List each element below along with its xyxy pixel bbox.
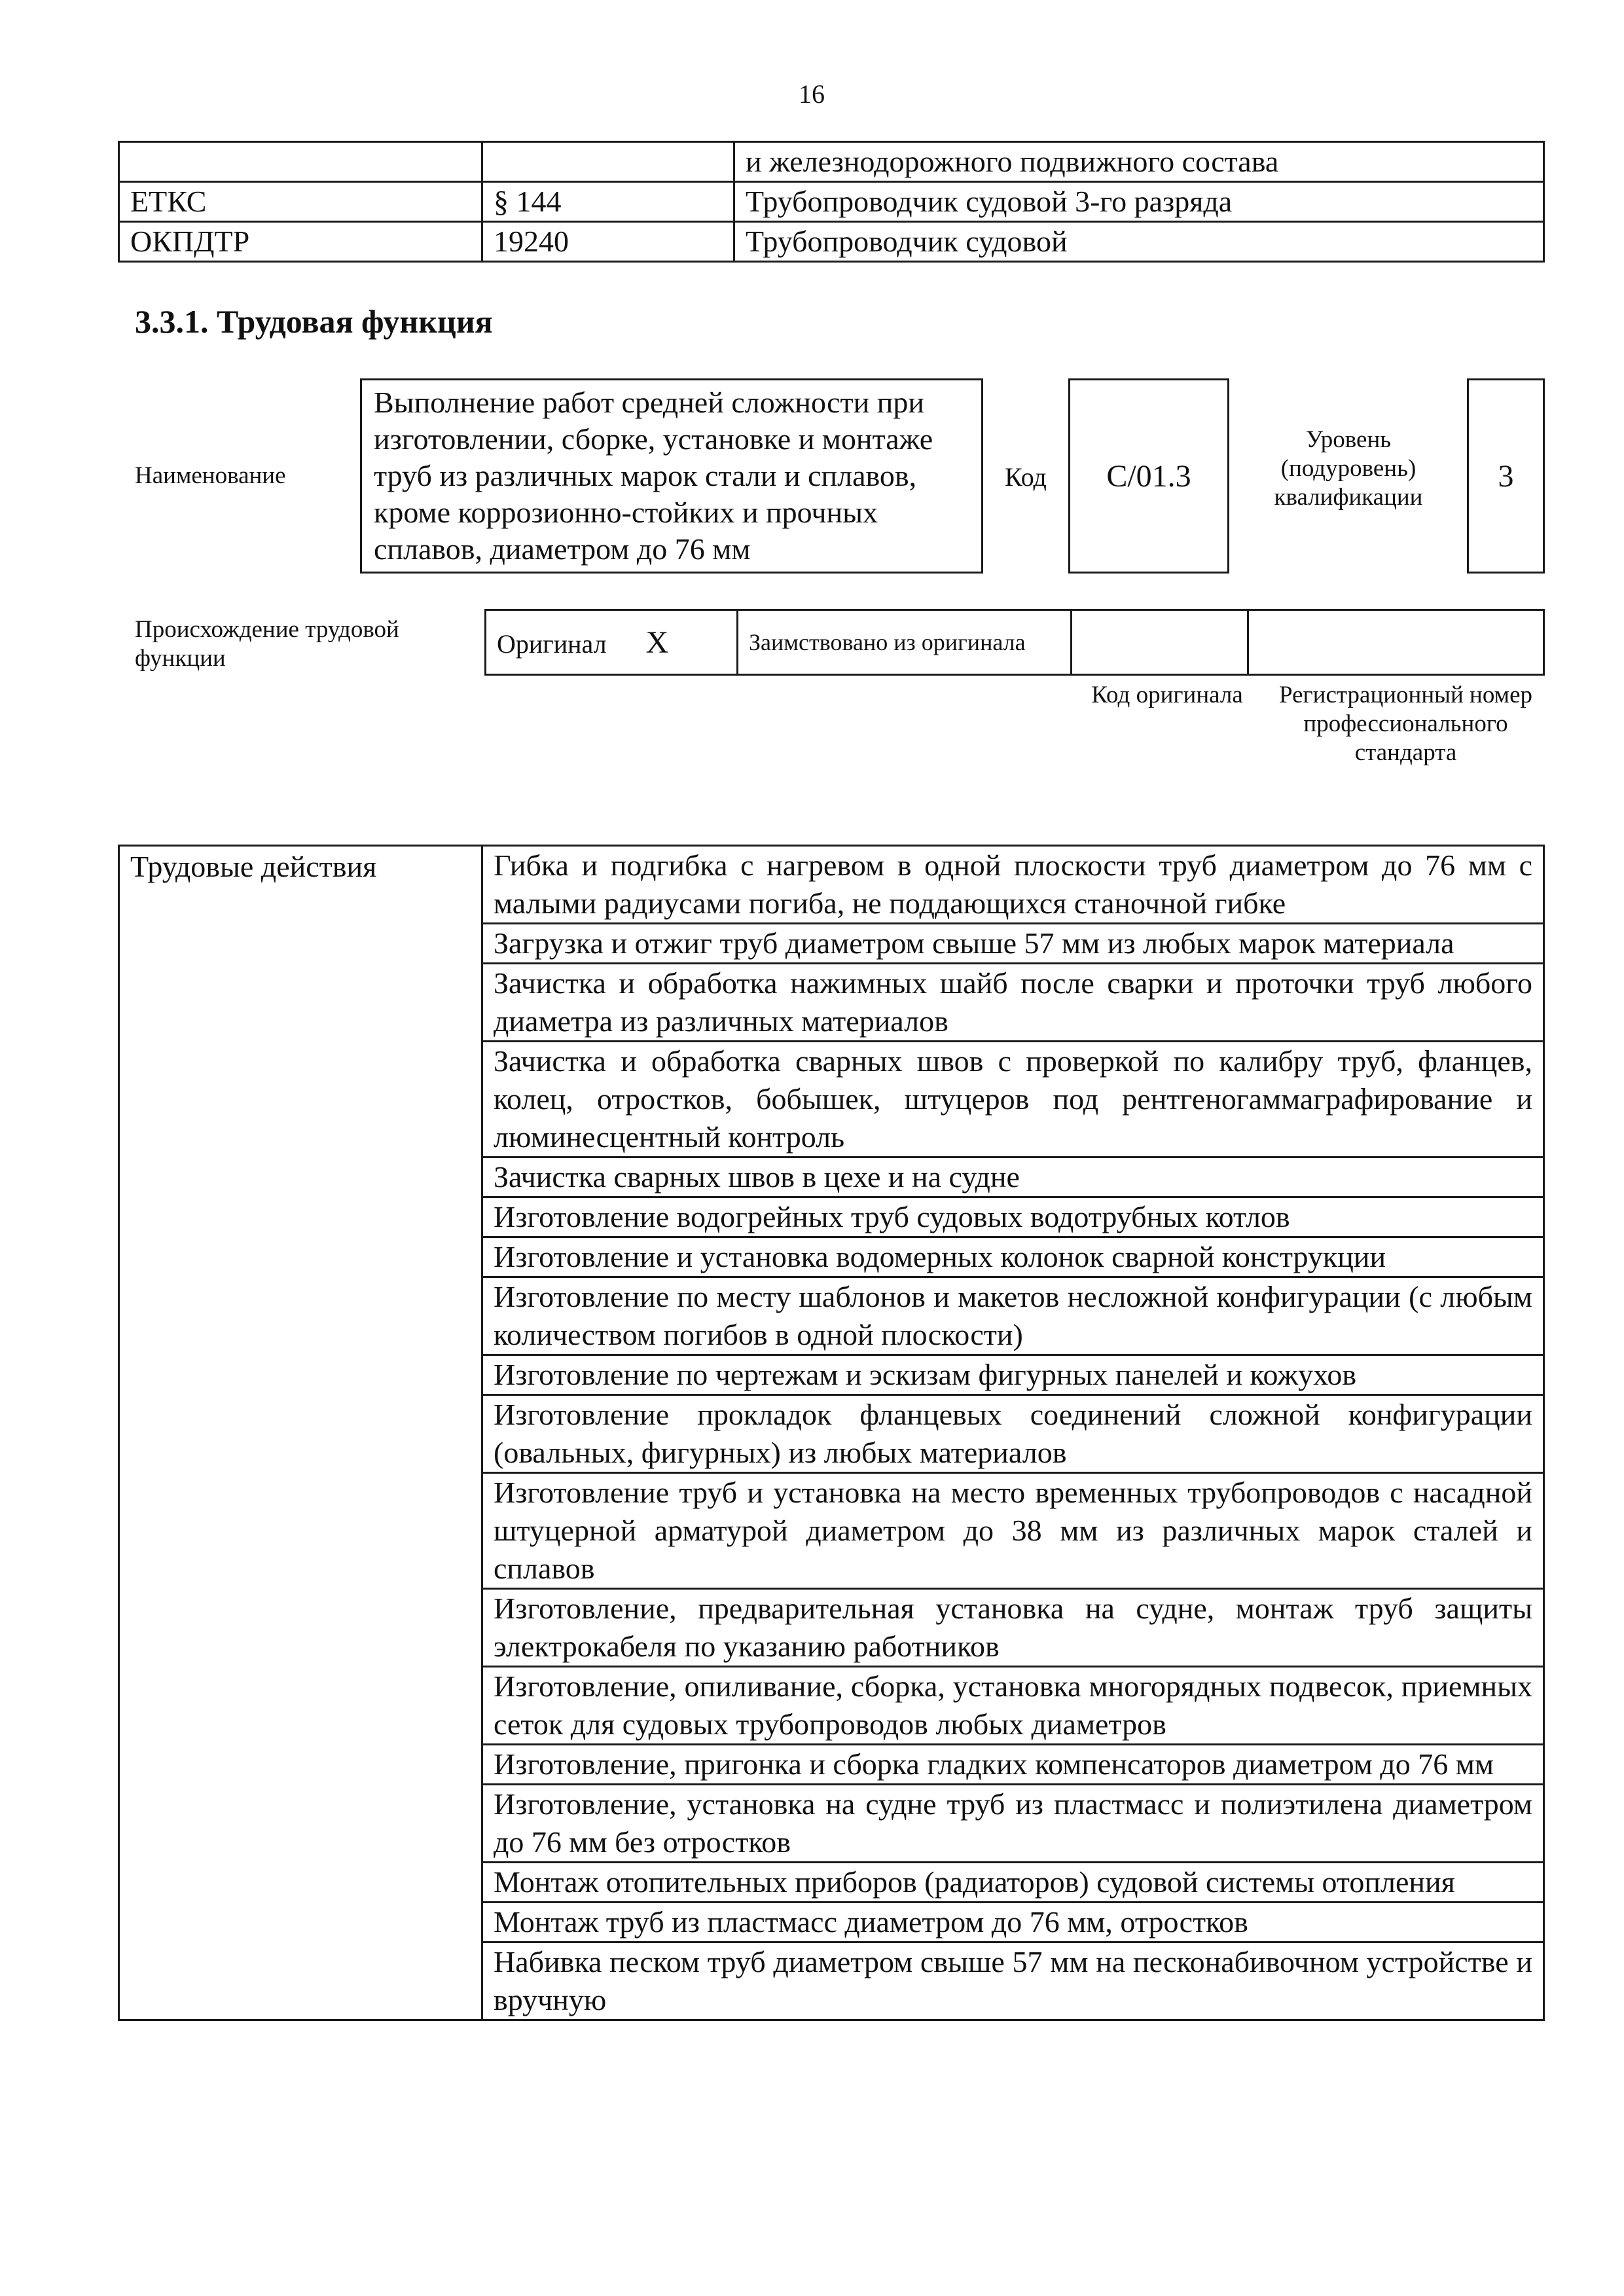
name-label: Наименование [135,462,286,489]
labor-actions-label: Трудовые действия [119,846,482,2020]
original-label: Оригинал [497,629,607,659]
borrowed-cell: Заимствовано из оригинала [738,610,1072,675]
labor-action-item: Изготовление водогрейных труб судовых водотрубных котлов [482,1197,1544,1237]
original-cell [486,610,738,675]
code-label: Код [1005,462,1047,492]
table-row [119,182,1544,222]
labor-actions-body [119,846,1544,2020]
table-row [486,610,1544,675]
origin-label: Происхождение трудовой функции [135,616,399,672]
section-heading: 3.3.1. Трудовая функция [135,303,493,340]
origin-table [484,609,1545,676]
labor-action-item: Изготовление, пригонка и сборка гладких компенсаторов диаметром до 76 мм [482,1745,1544,1785]
reg-number-cell [1248,610,1544,675]
labor-action-item: Зачистка и обработка нажимных шайб после сварки и проточки труб любого диаметра из различных материалов [482,964,1544,1042]
labor-action-item: Изготовление, опиливание, сборка, установка многорядных подвесок, приемных сеток для судовых трубопроводов любых диаметров [482,1667,1544,1745]
labor-action-item: Изготовление по чертежам и эскизам фигурных панелей и кожухов [482,1355,1544,1395]
labor-actions-table [118,845,1545,2021]
labor-action-item: Зачистка и обработка сварных швов с проверкой по калибру труб, фланцев, колец, отростков, бобышек, штуцеров под рентгеногаммаграфирование и люминесцентный контроль [482,1042,1544,1157]
code-original-cell [1072,610,1248,675]
labor-action-item: Монтаж отопительных приборов (радиаторов) судовой системы отопления [482,1863,1544,1903]
codes-code-cell: 19240 [482,222,734,262]
labor-action-item: Монтаж труб из пластмасс диаметром до 76 мм, отростков [482,1903,1544,1942]
codes-code-cell: § 144 [482,182,734,222]
labor-action-item: Изготовление, предварительная установка на судне, монтаж труб защиты электрокабеля по указанию работников [482,1589,1544,1667]
code-original-caption: Код оригинала [1091,682,1243,708]
labor-action-item: Загрузка и отжиг труб диаметром свыше 57 мм из любых марок материала [482,924,1544,964]
table-row [119,846,1544,924]
codes-title-cell: и железнодорожного подвижного состава [734,142,1544,182]
table-row [119,142,1544,182]
level-label: Уровень (подуровень) квалификации [1274,426,1423,511]
level-box: 3 [1467,378,1545,574]
function-name-box: Выполнение работ средней сложности при изготовлении, сборке, установке и монтаже труб из различных марок стали и сплавов, кроме коррозионно-стойких и прочных сплавов, диаметром до 76 мм [360,378,983,574]
labor-action-item: Изготовление труб и установка на место временных трубопроводов с насадной штуцерной арматурой диаметром до 38 мм из различных марок сталей и сплавов [482,1473,1544,1589]
codes-name-cell: ОКПДТР [119,222,482,262]
labor-action-item: Изготовление и установка водомерных колонок сварной конструкции [482,1237,1544,1277]
labor-action-item: Изготовление по месту шаблонов и макетов несложной конфигурации (с любым количеством погибов в одной плоскости) [482,1277,1544,1355]
function-code-box: С/01.3 [1068,378,1229,574]
labor-action-item: Гибка и подгибка с нагревом в одной плоскости труб диаметром до 76 мм с малыми радиусами погиба, не поддающихся станочной гибке [482,846,1544,924]
codes-table [118,141,1545,263]
codes-name-cell [119,142,482,182]
codes-code-cell [482,142,734,182]
codes-name-cell: ЕТКС [119,182,482,222]
labor-action-item: Изготовление, установка на судне труб из пластмасс и полиэтилена диаметром до 76 мм без отростков [482,1785,1544,1863]
original-mark: X [645,625,669,660]
page-number: 16 [799,79,825,109]
table-row [119,222,1544,262]
labor-action-item: Набивка песком труб диаметром свыше 57 мм на песконабивочном устройстве и вручную [482,1942,1544,2020]
labor-action-item: Зачистка сварных швов в цехе и на судне [482,1157,1544,1197]
codes-title-cell: Трубопроводчик судовой 3-го разряда [734,182,1544,222]
reg-number-caption: Регистрационный номер профессионального стандарта [1278,682,1532,766]
codes-title-cell: Трубопроводчик судовой [734,222,1544,262]
labor-action-item: Изготовление прокладок фланцевых соединений сложной конфигурации (овальных, фигурных) из любых материалов [482,1395,1544,1473]
